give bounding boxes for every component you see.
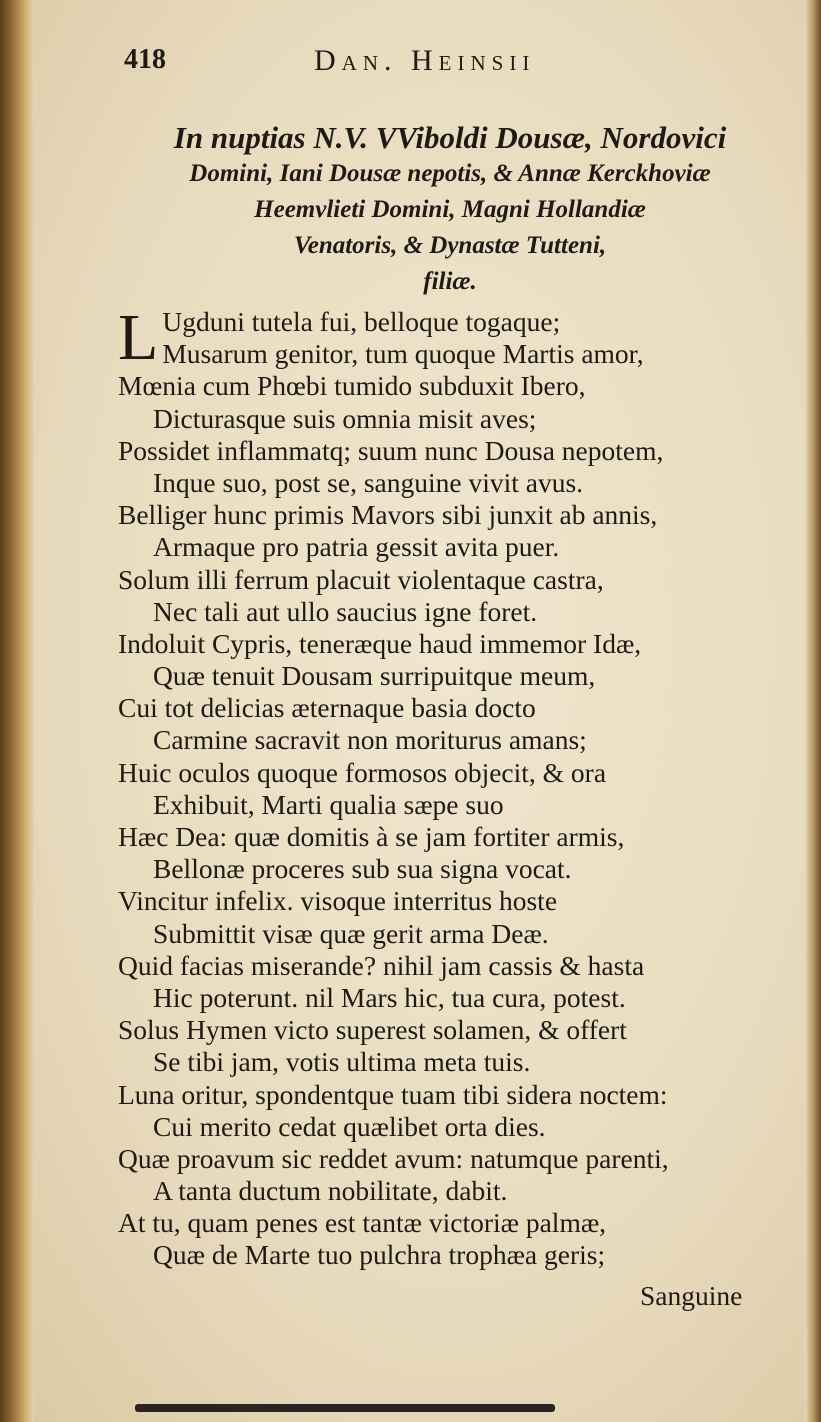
verse-line: Musarum genitor, tum quoque Martis amor, <box>162 338 644 370</box>
verse-line: Belliger hunc primis Mavors sibi junxit ab annis, <box>118 499 658 531</box>
binding-edge <box>0 0 34 1422</box>
verse-line: Cui tot delicias æternaque basia docto <box>118 692 536 724</box>
verse-line: Solum illi ferrum placuit violentaque castra, <box>118 563 604 595</box>
catchword: Sanguine <box>640 1280 743 1311</box>
running-head: Dan. Heinsii <box>314 44 536 77</box>
verse-line: Inque suo, post se, sanguine vivit avus. <box>153 466 584 498</box>
verse-line: Dicturasque suis omnia misit aves; <box>153 402 537 434</box>
verse-line: Indoluit Cypris, teneræque haud immemor Idæ, <box>118 627 642 659</box>
poem-body <box>118 301 798 1272</box>
verse-line: Submittit visæ quæ gerit arma Deæ. <box>153 917 549 949</box>
page-edge <box>805 0 821 1422</box>
verse-line: Armaque pro patria gessit avita puer. <box>153 531 560 563</box>
verse-line: Luna oritur, spondentque tuam tibi sidera noctem: <box>118 1078 668 1110</box>
verse-line: Nec tali aut ullo saucius igne foret. <box>153 595 538 627</box>
verse-line: Hic poterunt. nil Mars hic, tua cura, potest. <box>153 981 626 1013</box>
verse-line: Solus Hymen victo superest solamen, & offert <box>118 1014 627 1046</box>
verse-line: Exhibuit, Marti qualia sæpe suo <box>153 788 504 820</box>
verse-line: Cui merito cedat quælibet orta dies. <box>153 1110 546 1142</box>
verse-line: Huic oculos quoque formosos objecit, & ora <box>118 756 607 788</box>
verse-line: Se tibi jam, votis ultima meta tuis. <box>153 1046 531 1078</box>
verse-line: Quæ de Marte tuo pulchra trophæa geris; <box>153 1239 606 1271</box>
drop-capital: L <box>118 301 159 374</box>
verse-line: Vincitur infelix. visoque interritus hoste <box>118 885 558 917</box>
verse-line: Bellonæ proceres sub sua signa vocat. <box>153 853 572 885</box>
verse-line: Mœnia cum Phœbi tumido subduxit Ibero, <box>118 370 586 402</box>
title-line: Venatoris, & Dynastæ Tutteni, <box>293 232 607 259</box>
title-line: In nuptias N.V. VViboldi Dousæ, Nordovici <box>173 120 727 155</box>
verse-line: Quæ proavum sic reddet avum: natumque parenti, <box>118 1142 669 1174</box>
title-line: Heemvlieti Domini, Magni Hollandiæ <box>254 196 646 223</box>
page-header <box>124 44 764 92</box>
verse-line: Quid facias miserande? nihil jam cassis & hasta <box>118 949 645 981</box>
verse-line: Hæc Dea: quæ domitis à se jam fortiter armis, <box>118 821 625 852</box>
title-line: Domini, Iani Dousæ nepotis, & Annæ Kerckhoviæ <box>189 160 711 187</box>
poem-title <box>110 120 790 300</box>
verse-line: Ugduni tutela fui, belloque togaque; <box>162 306 561 337</box>
verse-line: Carmine sacravit non moriturus amans; <box>153 724 587 756</box>
verse-line: A tanta ductum nobilitate, dabit. <box>153 1175 508 1207</box>
verse-line: Quæ tenuit Dousam surripuitque meum, <box>153 660 596 692</box>
verse-line: At tu, quam penes est tantæ victoriæ palmæ, <box>118 1207 607 1239</box>
page-number: 418 <box>124 44 166 75</box>
page-bottom-shadow <box>135 1404 555 1412</box>
title-line: filiæ. <box>423 268 477 295</box>
verse-line: Possidet inflammatq; suum nunc Dousa nepotem, <box>118 434 664 466</box>
